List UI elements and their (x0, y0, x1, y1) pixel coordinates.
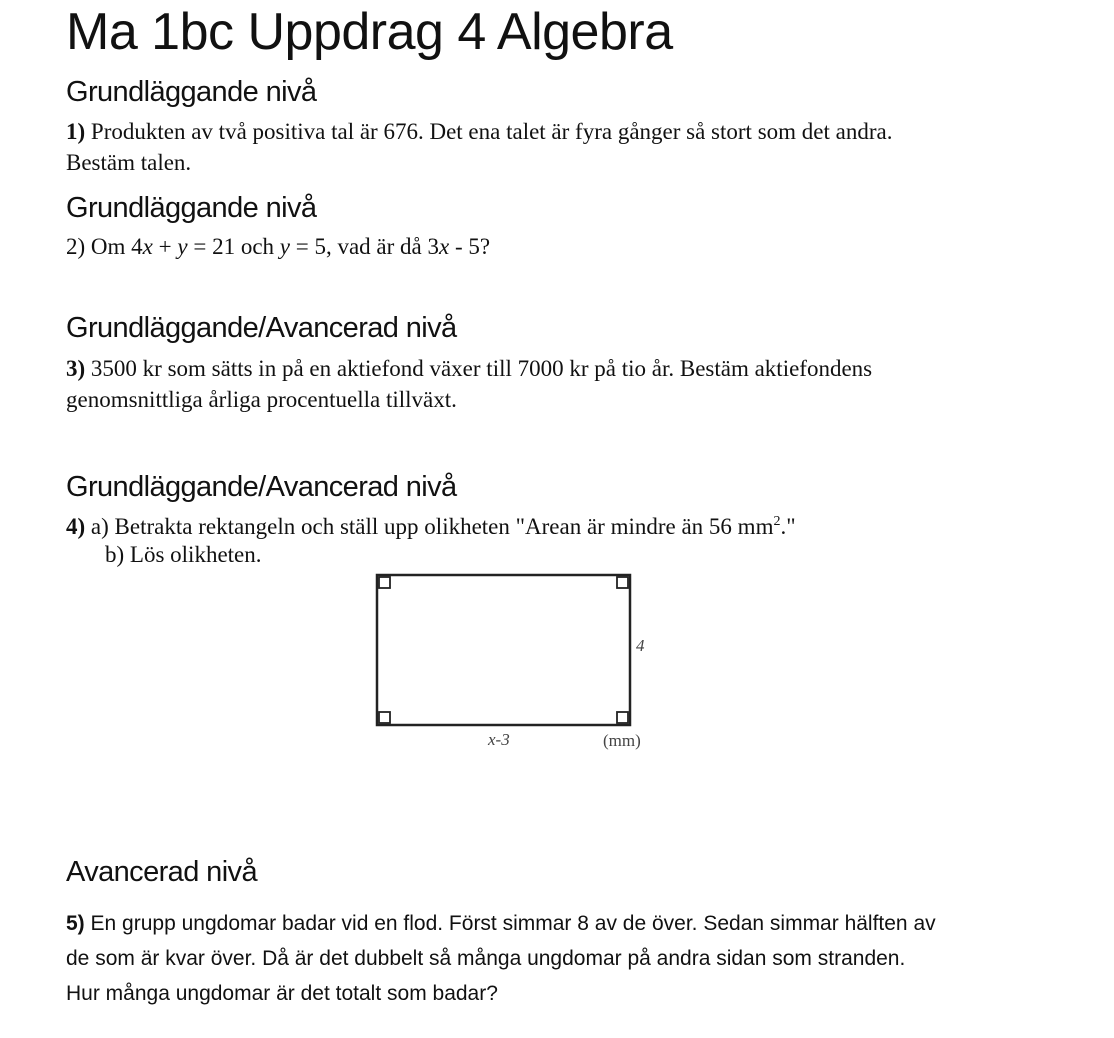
question-5-line-1 (66, 906, 936, 941)
section-1-heading: Grundläggande nivå (66, 76, 317, 108)
corner-marker-bottom-right (617, 712, 628, 723)
question-1-text: Produkten av två positiva tal är 676. Det ena talet är fyra gånger så stort som det andra. (90, 119, 893, 144)
question-5-line-2: de som är kvar över. Då är det dubbelt så många ungdomar på andra sidan som stranden. (66, 947, 906, 970)
section-2-heading: Grundläggande nivå (66, 192, 317, 224)
question-3-line-1 (66, 356, 872, 382)
unit-label: (mm) (603, 731, 641, 750)
question-1-number: 1) (66, 119, 86, 144)
section-4-heading: Grundläggande/Avancerad nivå (66, 471, 457, 503)
question-5-line-3: Hur många ungdomar är det totalt som badar? (66, 982, 498, 1005)
corner-marker-top-right (617, 577, 628, 588)
page-title: Ma 1bc Uppdrag 4 Algebra (66, 3, 673, 61)
side-label: 4 (636, 636, 645, 655)
rectangle-outline (377, 575, 630, 725)
question-3-number: 3) (66, 356, 86, 381)
bottom-label: x-3 (488, 730, 510, 749)
question-3-line-2: genomsnittliga årliga procentuella tillväxt. (66, 387, 457, 412)
section-3-heading: Grundläggande/Avancerad nivå (66, 312, 457, 344)
question-3-text: 3500 kr som sätts in på en aktiefond växer till 7000 kr på tio år. Bestäm aktiefondens (90, 356, 873, 381)
section-5-heading: Avancerad nivå (66, 856, 257, 888)
question-2-line: 2) Om 4x + y = 21 och y = 5, vad är då 3x - 5? (66, 234, 491, 259)
rectangle-figure (360, 565, 660, 765)
corner-marker-top-left (379, 577, 390, 588)
corner-marker-bottom-left (379, 712, 390, 723)
question-5-text: En grupp ungdomar badar vid en flod. Först simmar 8 av de över. Sedan simmar hälften av (90, 912, 936, 935)
question-5-number: 5) (66, 912, 85, 935)
question-4-part-a: 4) a) Betrakta rektangeln och ställ upp olikheten "Arean är mindre än 56 $mm^2$." (66, 514, 796, 539)
question-1-line-2: Bestäm talen. (66, 150, 192, 175)
question-1-line-1 (66, 119, 892, 145)
question-4-part-b: b) Lös olikheten. (105, 542, 262, 567)
question-4-number: 4) (66, 514, 86, 539)
question-2-number: 2) (66, 234, 86, 259)
